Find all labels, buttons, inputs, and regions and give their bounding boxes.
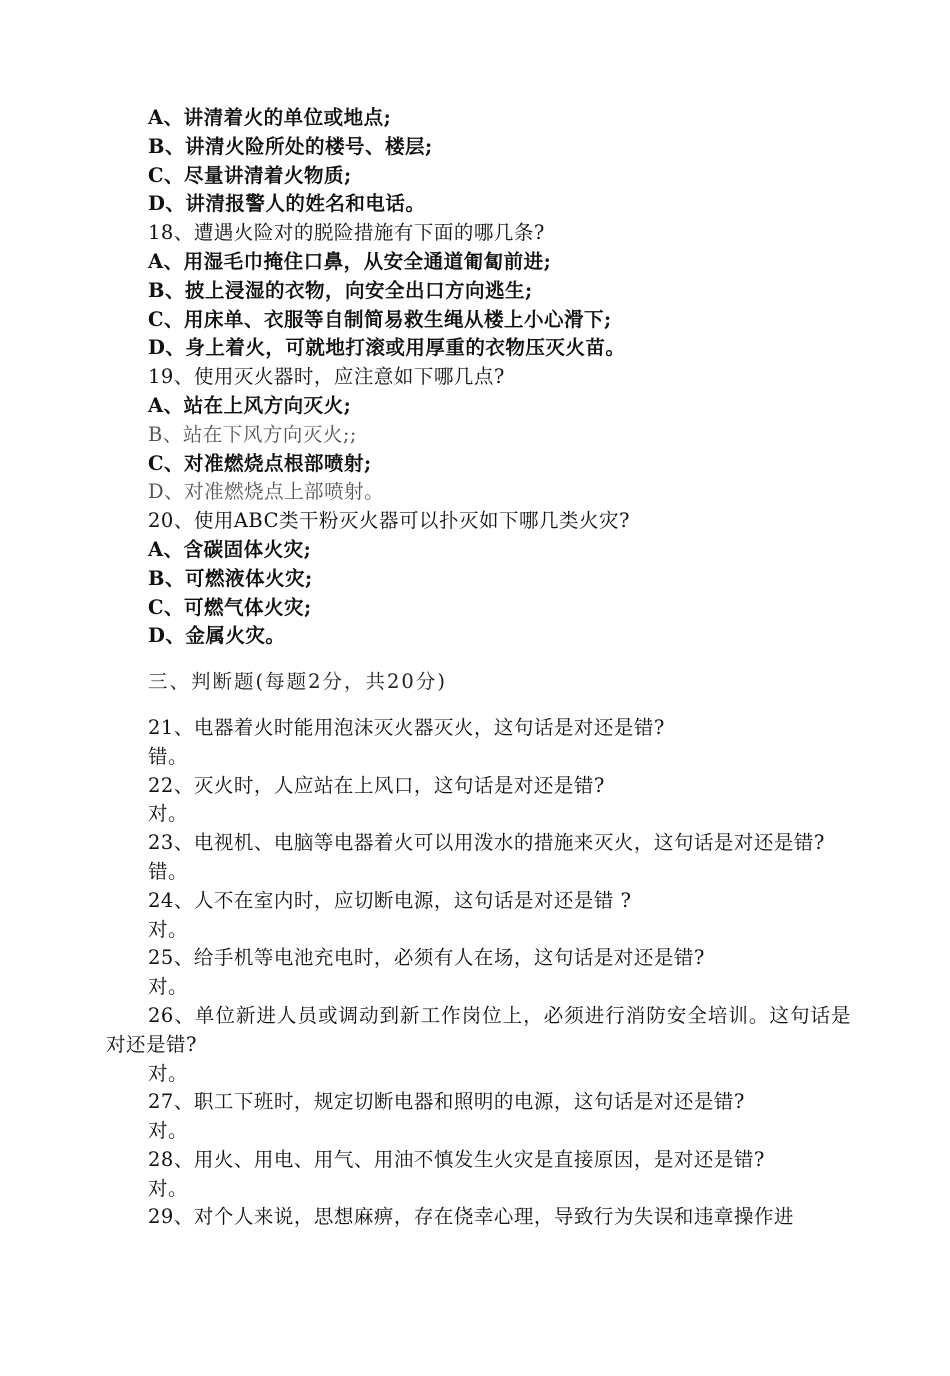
question-line: 21、电器着火时能用泡沫灭火器灭火，这句话是对还是错? [148,715,665,739]
option-line: B、讲清火险所处的楼号、楼层; [148,134,433,158]
question-line: 29、对个人来说，思想麻痹，存在侥幸心理，导致行为失误和违章操作进 [148,1205,794,1229]
document-body [106,104,851,1232]
option-line: D、金属火灾。 [148,624,286,648]
question-line: 28、用火、用电、用气、用油不慎发生火灾是直接原因，是对还是错? [148,1147,765,1171]
option-line: C、用床单、衣服等自制简易救生绳从楼上小心滑下; [148,307,612,331]
question-paragraph: 26、单位新进人员或调动到新工作岗位上，必须进行消防安全培训。这句话是对还是错? [106,1003,851,1056]
question-line: 24、人不在室内时，应切断电源，这句话是对还是错 ? [148,888,632,912]
section-title: 三、判断题(每题2分，共20分) [148,670,447,694]
answer-line: 对。 [148,1061,189,1085]
option-line: B、可燃液体火灾; [148,566,313,590]
question-line: 22、灭火时，人应站在上风口，这句话是对还是错? [148,773,605,797]
answer-line: 对。 [148,917,189,941]
answer-line: 错。 [148,859,189,883]
option-line: A、讲清着火的单位或地点; [148,106,392,129]
option-line: D、讲清报警人的姓名和电话。 [148,192,426,216]
option-line: A、用湿毛巾掩住口鼻，从安全通道匍匐前进; [148,249,552,273]
question-line: 27、职工下班时，规定切断电器和照明的电源，这句话是对还是错? [148,1090,745,1114]
question-line: 25、给手机等电池充电时，必须有人在场，这句话是对还是错? [148,946,705,970]
option-line: A、站在上风方向灭火; [148,393,352,417]
option-line: B、站在下风方向灭火;; [148,422,357,446]
answer-line: 对。 [148,1176,189,1200]
question-line: 20、使用ABC类干粉灭火器可以扑灭如下哪几类火灾? [148,509,630,533]
question-line: 18、遭遇火险对的脱险措施有下面的哪几条? [148,221,545,245]
answer-line: 对。 [148,975,189,999]
question-line: 19、使用灭火器时，应注意如下哪几点? [148,365,505,389]
option-line: D、对准燃烧点上部喷射。 [148,480,385,504]
option-line: A、含碳固体火灾; [148,537,312,561]
answer-line: 错。 [148,744,189,768]
question-paragraph: 23、电视机、电脑等电器着火可以用泼水的措施来灭火，这句话是对还是错? [148,831,825,855]
option-line: C、可燃气体火灾; [148,595,312,619]
option-line: C、尽量讲清着火物质; [148,163,352,187]
option-line: C、对准燃烧点根部喷射; [148,451,372,475]
answer-line: 对。 [148,1119,189,1143]
option-line: D、身上着火，可就地打滚或用厚重的衣物压灭火苗。 [148,336,626,360]
option-line: B、披上浸湿的衣物，向安全出口方向逃生; [148,278,533,302]
answer-line: 对。 [148,802,189,826]
